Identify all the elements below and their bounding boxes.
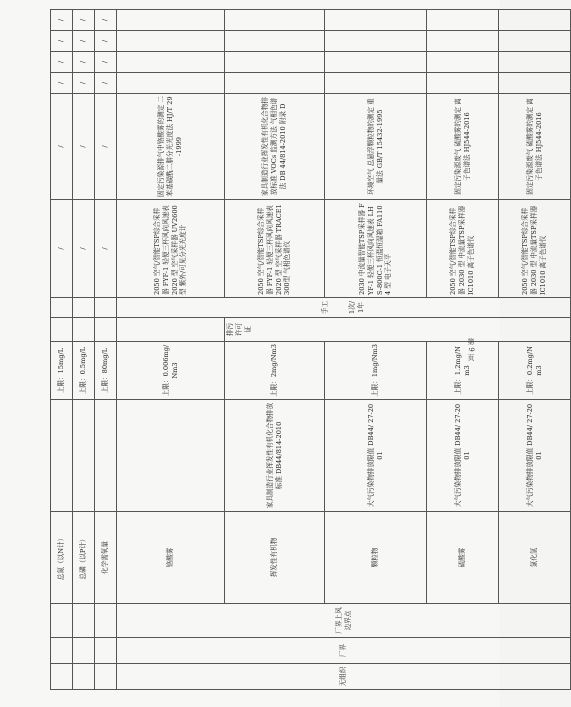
slash-cell: / [95, 73, 117, 94]
slash-cell: / [51, 94, 73, 200]
method-cell: 固定污染源排气中铬酸雾的测定 二苯基碳酰二肼分光光度法 HJ/T 29-1999 [117, 94, 225, 200]
limit-cell: 上限：0.2mg/Nm3 [499, 342, 571, 400]
table-row [325, 10, 427, 690]
limit-cell: 上限：2mg/Nm3 [225, 342, 325, 400]
monitoring-point-cell: 厂界上风边界点 [117, 604, 571, 638]
method-cell: 家具制造行业挥发性有机化合物排放标准 VOCs 监测方法 气相色谱法 DB 44/814-2010 附录 D [225, 94, 325, 200]
slash-cell: / [95, 94, 117, 200]
slash-cell: / [95, 52, 117, 73]
slash-cell: / [51, 10, 73, 31]
method-cell: 固定污染源废气 硫酸雾的测定 离子色谱法 HJ544-2016 [499, 94, 571, 200]
org-type-cell: 无组织 [117, 664, 571, 690]
pollutant-name-cell: 总磷（以P计） [73, 512, 95, 604]
sampling-cell: 2050 空气/智能TSP综合采样器 FYF-1 轻便三杯风向风速表 2020 型 空气采样器 UV2600 型 紫外/可见分光光度计 [117, 200, 225, 298]
slash-cell: / [73, 52, 95, 73]
slash-cell: / [73, 200, 95, 298]
slash-cell: / [51, 31, 73, 52]
pollutant-name-cell: 总氮（以N计） [51, 512, 73, 604]
table-row [225, 10, 325, 690]
standard-cell: 大气污染物排放限值 DB44/ 27-2001 [499, 400, 571, 512]
limit-cell: 上限：15mg/L [51, 342, 73, 400]
slash-cell: / [51, 200, 73, 298]
plant-cell: 厂界 [117, 638, 571, 664]
pollutant-name-cell: 硫酸雾 [427, 512, 499, 604]
table-row [427, 10, 499, 690]
pollutant-name-cell: 挥发性有机物 [225, 512, 325, 604]
slash-cell: / [95, 31, 117, 52]
limit-cell: 上限：1mg/Nm3 [325, 342, 427, 400]
sampling-cell: 2030 中流量智能TSP采样器 FYF-1 轻便三杯风向风速表 LHS-800C-1 恒温恒湿箱 FA1104 型 电子天平 [325, 200, 427, 298]
standard-cell: 大气污染物排放限值 DB44/ 27-2001 [427, 400, 499, 512]
standard-cell [117, 400, 225, 512]
manual-label: 手工 [321, 300, 330, 315]
table-row [499, 10, 571, 690]
limit-cell: 上限：0.5mg/L [73, 342, 95, 400]
table-row [117, 10, 225, 690]
basis-header-cell: 排污许可证 [225, 318, 571, 342]
pollutant-name-cell: 铬酸雾 [117, 512, 225, 604]
sampling-cell: 2050 空气/智能TSP综合采样器 FYF-1 轻便三杯风向风速表 2020 型 空气采样器 TRACE1300型 气相色谱仪 [225, 200, 325, 298]
table-row [95, 10, 117, 690]
limit-cell: 上限：80mg/L [95, 342, 117, 400]
slash-cell: / [73, 31, 95, 52]
slash-cell: / [95, 10, 117, 31]
pollutant-name-cell: 化学需氧量 [95, 512, 117, 604]
slash-cell: / [73, 94, 95, 200]
table-row [73, 10, 95, 690]
monitoring-table [50, 9, 571, 690]
pollutant-name-cell: 颗粒物 [325, 512, 427, 604]
limit-cell: 上限：0.006mg/Nm3 [117, 342, 225, 400]
table-row [51, 10, 73, 690]
page-number: 第 9 页 [467, 338, 475, 361]
slash-cell: / [95, 200, 117, 298]
frequency-label: 1次/1年 [348, 301, 365, 315]
standard-cell: 家具制造行业挥发性有机化合物排放标准 DB44/814-2010 [225, 400, 325, 512]
standard-cell: 大气污染物排放限值 DB44/ 27-2001 [325, 400, 427, 512]
slash-cell: / [73, 10, 95, 31]
frequency-cell [117, 298, 571, 318]
limit-cell: 上限：1.2mg/Nm3 [427, 342, 499, 400]
pollutant-name-cell: 氯化氢 [499, 512, 571, 604]
sampling-cell: 2050 空气/智能TSP综合采样器 2030 型 中流量TSP采样器 IC1010 离子色谱仪 [427, 200, 499, 298]
slash-cell: / [73, 73, 95, 94]
sampling-cell: 2050 空气/智能TSP综合采样器 2030 型 中流量TSP采样器 IC1010 离子色谱仪 [499, 200, 571, 298]
slash-cell: / [51, 52, 73, 73]
method-cell: 固定污染源废气 硫酸雾的测定 离子色谱法 HJ544-2016 [427, 94, 499, 200]
method-cell: 环境空气 总悬浮颗粒物的测定 重量法 GB/T 15432-1995 [325, 94, 427, 200]
slash-cell: / [51, 73, 73, 94]
